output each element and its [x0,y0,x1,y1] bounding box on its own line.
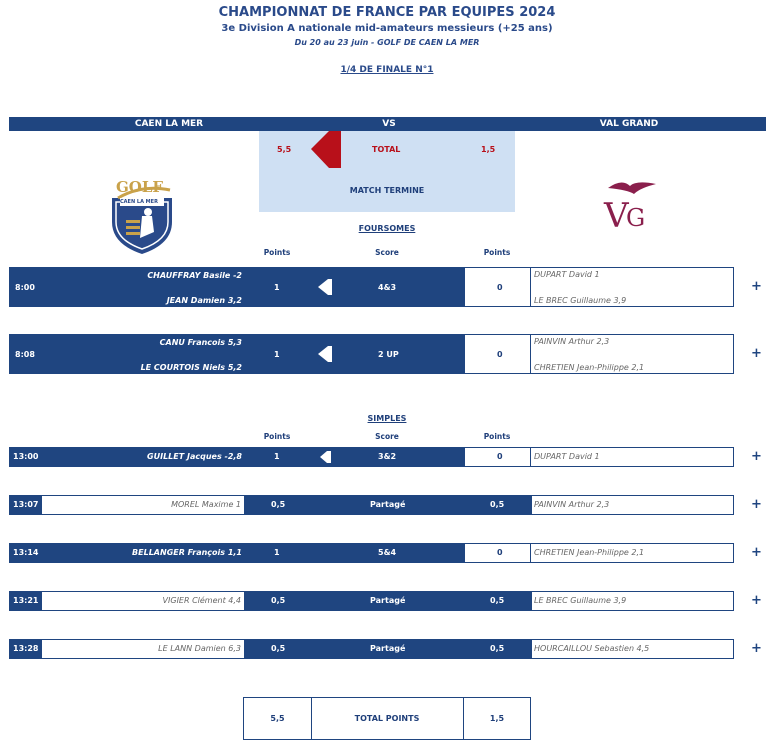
simple-row[interactable] [9,447,734,467]
home-player-2: JEAN Damien 3,2 [166,296,242,305]
home-player-cell [42,496,244,514]
total-label: TOTAL [372,145,401,154]
expand-button[interactable]: + [751,279,762,294]
match-score: Partagé [370,644,406,653]
total-points-box [243,697,531,740]
foursome-row[interactable] [9,267,734,307]
round-title: 1/4 DE FINALE N°1 [340,65,434,75]
page-title: CHAMPIONNAT DE FRANCE PAR EQUIPES 2024 [218,5,556,20]
winner-flag-icon [311,131,341,168]
home-player-1: CANU Francois 5,3 [159,338,242,347]
home-player: LE LANN Damien 6,3 [158,644,241,653]
vs-label: VS [382,119,396,129]
expand-button[interactable]: + [751,593,762,608]
away-points: 0 [497,452,503,461]
home-player: GUILLET Jacques -2,8 [147,452,242,461]
home-logo-word: GOLF [116,178,164,196]
tee-time: 13:28 [13,644,39,653]
winner-flag-icon [327,451,331,463]
tee-time: 13:14 [13,548,39,557]
away-player-cell [532,640,733,658]
winner-flag-tip [320,451,327,463]
score-box [259,131,515,212]
simples-col-home-points: Points [263,432,291,441]
home-total-score: 5,5 [277,145,292,154]
away-player-cell [465,448,733,466]
away-player-cell [532,496,733,514]
away-logo-v: V [604,196,629,236]
foursome-row[interactable] [9,334,734,374]
foursomes-col-away-points: Points [483,248,511,257]
match-score: 2 UP [378,350,399,359]
home-player: VIGIER Clément 4,4 [162,596,241,605]
away-points: 0,5 [490,596,505,605]
simples-col-away-points: Points [483,432,511,441]
total-home-points: 5,5 [270,714,285,723]
expand-button[interactable]: + [751,449,762,464]
simple-row[interactable] [9,639,734,659]
home-player-2: LE COURTOIS Niels 5,2 [140,363,242,372]
simple-row[interactable] [9,591,734,611]
tee-time: 8:00 [15,283,35,292]
foursomes-col-home-points: Points [263,248,291,257]
team-bar [9,117,766,131]
simples-col-score: Score [375,432,399,441]
home-team-name: CAEN LA MER [134,119,204,129]
home-club-logo [106,172,178,254]
away-player-cell [465,544,733,562]
away-points: 0,5 [490,500,505,509]
winner-flag-tip [318,346,328,362]
winner-flag-icon [328,279,332,295]
away-logo-g: G [626,204,646,232]
total-away-points: 1,5 [489,714,505,723]
away-player: HOURCAILLOU Sebastien 4,5 [534,644,650,653]
tee-time: 13:07 [13,500,39,509]
foursomes-title: FOURSOMES [358,224,416,233]
tee-time: 13:00 [13,452,39,461]
tee-time: 8:08 [15,350,35,359]
expand-button[interactable]: + [751,346,762,361]
home-player: MOREL Maxime 1 [171,500,241,509]
away-points: 0 [497,283,503,292]
expand-button[interactable]: + [751,497,762,512]
away-points: 0 [497,548,503,557]
away-player-cell [532,592,733,610]
away-pair-cell [465,268,733,306]
away-player: CHRETIEN Jean-Philippe 2,1 [534,548,645,557]
away-player-1: DUPART David 1 [534,270,600,279]
home-player-1: CHAUFFRAY Basile -2 [147,271,242,280]
home-points: 1 [274,283,280,292]
away-points: 0,5 [490,644,505,653]
home-player-cell [42,592,244,610]
away-pair-cell [465,335,733,373]
match-score: 3&2 [378,452,397,461]
home-points: 1 [274,350,280,359]
foursomes-col-score: Score [375,248,399,257]
simples-title: SIMPLES [367,414,407,423]
away-total-score: 1,5 [481,145,496,154]
simple-row[interactable] [9,543,734,563]
expand-button[interactable]: + [751,641,762,656]
match-score: Partagé [370,596,406,605]
away-team-name: VAL GRAND [599,119,659,129]
expand-button[interactable]: + [751,545,762,560]
away-player: LE BREC Guillaume 3,9 [534,596,627,605]
tee-time: 13:21 [13,596,39,605]
match-score: 4&3 [378,283,397,292]
total-points-label: TOTAL POINTS [354,714,420,723]
event-dates: Du 20 au 23 juin - GOLF DE CAEN LA MER [294,38,480,47]
match-score: Partagé [370,500,406,509]
winner-flag-icon [328,346,332,362]
home-player-cell [42,640,244,658]
home-logo-banner: CAEN LA MER [120,199,158,205]
match-score: 5&4 [378,548,397,557]
simple-row[interactable] [9,495,734,515]
total-label-cell [311,698,464,739]
home-points: 1 [274,452,280,461]
away-points: 0 [497,350,503,359]
home-points: 0,5 [271,500,286,509]
home-points: 0,5 [271,644,286,653]
away-club-logo [600,176,664,248]
total-home-cell [244,698,312,739]
away-player: PAINVIN Arthur 2,3 [534,500,610,509]
away-player: DUPART David 1 [534,452,600,461]
away-player-2: CHRETIEN Jean-Philippe 2,1 [534,363,645,372]
away-player-2: LE BREC Guillaume 3,9 [534,296,627,305]
home-points: 0,5 [271,596,286,605]
total-away-cell [464,698,530,739]
match-status: MATCH TERMINE [349,186,425,195]
home-points: 1 [274,548,280,557]
away-player-1: PAINVIN Arthur 2,3 [534,337,610,346]
winner-flag-tip [318,279,328,295]
page-subtitle: 3e Division A nationale mid-amateurs messieurs (+25 ans) [221,23,553,34]
home-player: BELLANGER François 1,1 [132,548,242,557]
